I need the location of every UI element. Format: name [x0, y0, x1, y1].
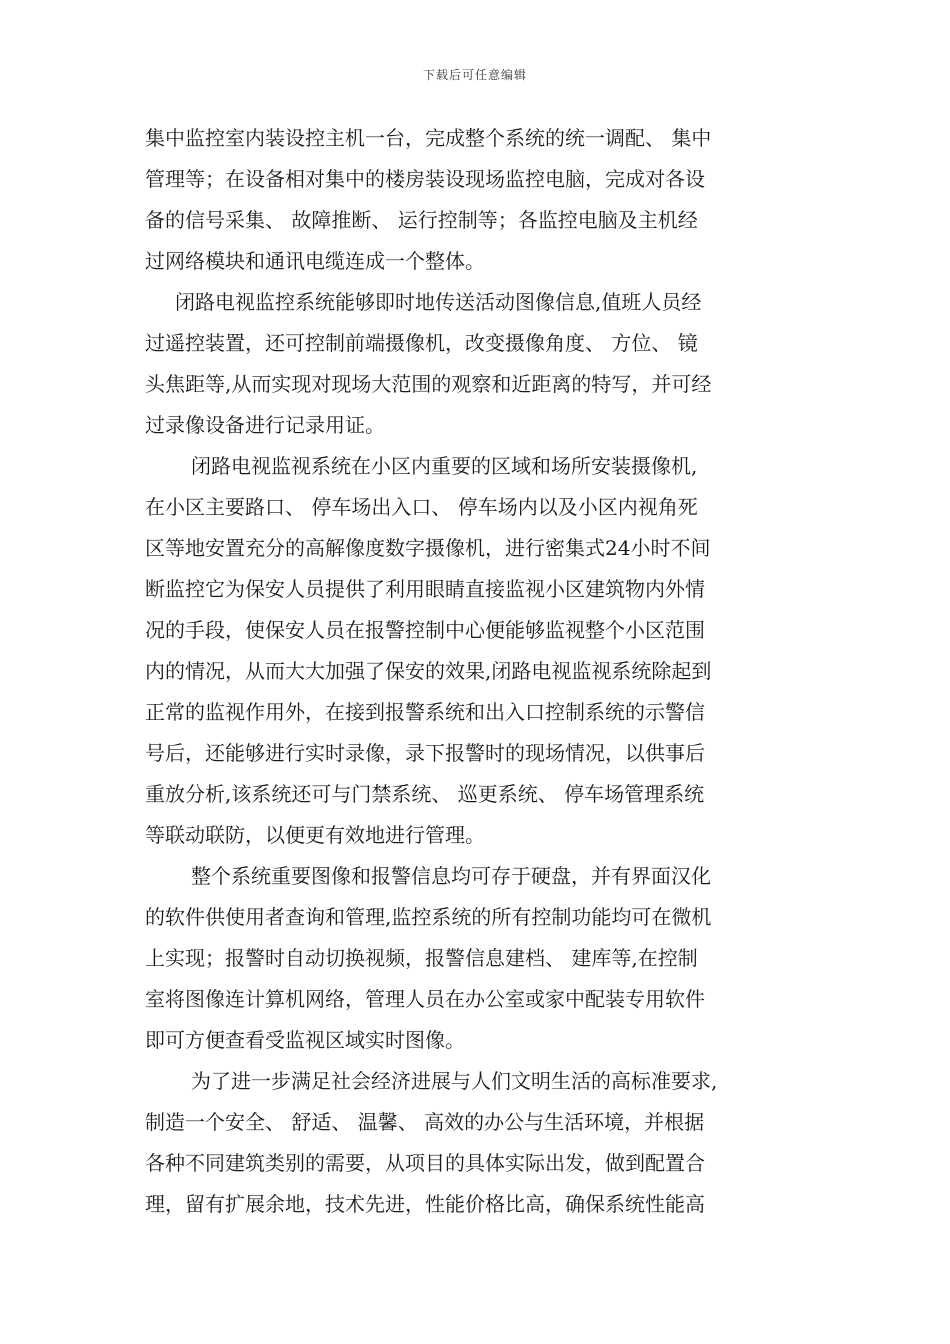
paragraph-line: 号后，还能够进行实时录像，录下报警时的现场情况，以供事后	[145, 741, 705, 765]
paragraph-4	[145, 856, 807, 1061]
paragraph-line: 内的情况，从而大大加强了保安的效果,闭路电视监视系统除起到	[145, 659, 712, 683]
paragraph-line: 各种不同建筑类别的需要，从项目的具体实际出发，做到配置合	[145, 1151, 705, 1175]
paragraph-line: 整个系统重要图像和报警信息均可存于硬盘，并有界面汉化	[191, 864, 711, 888]
paragraph-line: 理，留有扩展余地，技术先进，性能价格比高，确保系统性能高	[145, 1192, 705, 1216]
paragraph-line: 的软件供使用者查询和管理,监控系统的所有控制功能均可在微机	[145, 905, 712, 929]
paragraph-line: 上实现；报警时自动切换视频，报警信息建档、 建库等,在控制	[145, 946, 698, 970]
paragraph-5	[145, 1061, 807, 1225]
paragraph-line: 在小区主要路口、 停车场出入口、 停车场内以及小区内视角死	[145, 495, 698, 519]
paragraph-line: 室将图像连计算机网络，管理人员在办公室或家中配装专用软件	[145, 987, 705, 1011]
paragraph-line: 等联动联防，以便更有效地进行管理。	[145, 823, 485, 847]
paragraph-line: 过录像设备进行记录用证。	[145, 413, 385, 437]
paragraph-line: 管理等；在设备相对集中的楼房装设现场监控电脑，完成对各设	[145, 167, 705, 191]
page-header: 下载后可任意编辑	[422, 68, 527, 82]
paragraph-3	[145, 446, 807, 856]
paragraph-line: 断监控它为保安人员提供了利用眼睛直接监视小区建筑物内外情	[145, 577, 705, 601]
paragraph-line: 区等地安置充分的高解像度数字摄像机，进行密集式24小时不间	[145, 536, 711, 560]
paragraph-line: 况的手段，使保安人员在报警控制中心便能够监视整个小区范围	[145, 618, 705, 642]
paragraph-line: 集中监控室内装设控主机一台，完成整个系统的统一调配、 集中	[145, 126, 712, 150]
paragraph-line: 制造一个安全、 舒适、 温馨、 高效的办公与生活环境，并根据	[145, 1110, 705, 1134]
paragraph-line: 为了进一步满足社会经济进展与人们文明生活的高标准要求,	[191, 1069, 718, 1093]
paragraph-line: 备的信号采集、 故障推断、 运行控制等；各监控电脑及主机经	[145, 208, 698, 232]
paragraph-line: 闭路电视监视系统在小区内重要的区域和场所安装摄像机,	[191, 454, 698, 478]
paragraph-line: 重放分析,该系统还可与门禁系统、 巡更系统、 停车场管理系统	[145, 782, 705, 806]
paragraph-1	[145, 118, 807, 282]
paragraph-2	[145, 282, 807, 446]
paragraph-line: 头焦距等,从而实现对现场大范围的观察和近距离的特写，并可经	[145, 372, 712, 396]
paragraph-line: 过网络模块和通讯电缆连成一个整体。	[145, 249, 485, 273]
paragraph-line: 即可方便查看受监视区域实时图像。	[145, 1028, 465, 1052]
paragraph-line: 正常的监视作用外，在接到报警系统和出入口控制系统的示警信	[145, 700, 705, 724]
document-body	[145, 118, 807, 1225]
paragraph-line: 过遥控装置，还可控制前端摄像机，改变摄像角度、 方位、 镜	[145, 331, 698, 355]
paragraph-line: 闭路电视监控系统能够即时地传送活动图像信息,值班人员经	[175, 290, 702, 314]
